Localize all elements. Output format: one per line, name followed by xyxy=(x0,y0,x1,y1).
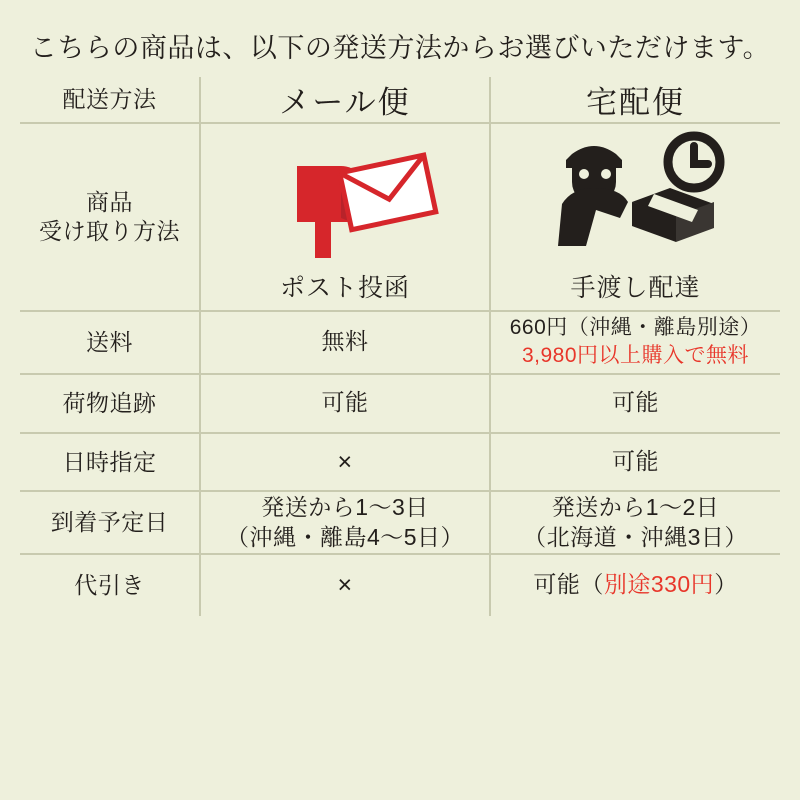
cell-home-eta xyxy=(490,491,780,554)
table-header-row xyxy=(20,77,780,123)
cell-mail-datetime: × xyxy=(200,433,490,492)
cell-mail-cod: × xyxy=(200,554,490,616)
page-title: こちらの商品は、以下の発送方法からお選びいただけます。 xyxy=(29,33,771,63)
row-label-shipping-fee: 送料 xyxy=(20,311,200,374)
row-label-eta: 到着予定日 xyxy=(20,491,200,554)
row-label-cod: 代引き xyxy=(74,572,145,598)
mail-eta-line2: （沖縄・離島4〜5日） xyxy=(225,523,465,550)
table-row xyxy=(20,491,780,554)
table-row xyxy=(20,374,780,433)
home-cod-suffix: ） xyxy=(714,571,738,598)
cell-home-receipt xyxy=(490,123,780,311)
cell-home-datetime: 可能 xyxy=(490,433,780,492)
column-header-method: 配送方法 xyxy=(20,77,200,123)
table-row xyxy=(20,123,780,311)
column-header-home: 宅配便 xyxy=(490,77,780,123)
cell-home-tracking: 可能 xyxy=(490,374,780,433)
column-header-mail: メール便 xyxy=(200,77,490,123)
home-eta-line1: 発送から1〜2日 xyxy=(551,493,720,520)
home-receipt-caption: 手渡し配達 xyxy=(570,274,701,302)
home-fee-line1: 660円（沖縄・離島別途） xyxy=(509,316,762,340)
mail-receipt-caption: ポスト投函 xyxy=(279,274,410,302)
cell-mail-receipt xyxy=(200,123,490,311)
cell-mail-eta xyxy=(200,491,490,554)
row-label-line2: 受け取り方法 xyxy=(39,218,180,244)
mailbox-icon xyxy=(245,124,445,264)
delivery-person-icon xyxy=(536,124,736,264)
row-label-datetime: 日時指定 xyxy=(20,433,200,492)
cell-home-cod xyxy=(490,554,780,616)
home-eta-line2: （北海道・沖縄3日） xyxy=(523,523,748,550)
cell-mail-tracking: 可能 xyxy=(200,374,490,433)
row-label-line1: 商品 xyxy=(86,189,133,216)
row-label-receipt-method xyxy=(20,123,200,311)
cell-mail-fee: 無料 xyxy=(200,311,490,374)
mail-eta-line1: 発送から1〜3日 xyxy=(261,493,429,520)
cell-home-fee xyxy=(490,311,780,374)
home-cod-prefix: 可能（ xyxy=(533,571,604,598)
home-fee-line2: 3,980円以上購入で無料 xyxy=(521,344,750,368)
shipping-comparison-table xyxy=(20,77,780,616)
table-row xyxy=(20,554,780,616)
table-row xyxy=(20,433,780,492)
home-cod-fee: 別途330円 xyxy=(603,571,715,598)
row-label-tracking: 荷物追跡 xyxy=(20,374,200,433)
table-row xyxy=(20,311,780,374)
